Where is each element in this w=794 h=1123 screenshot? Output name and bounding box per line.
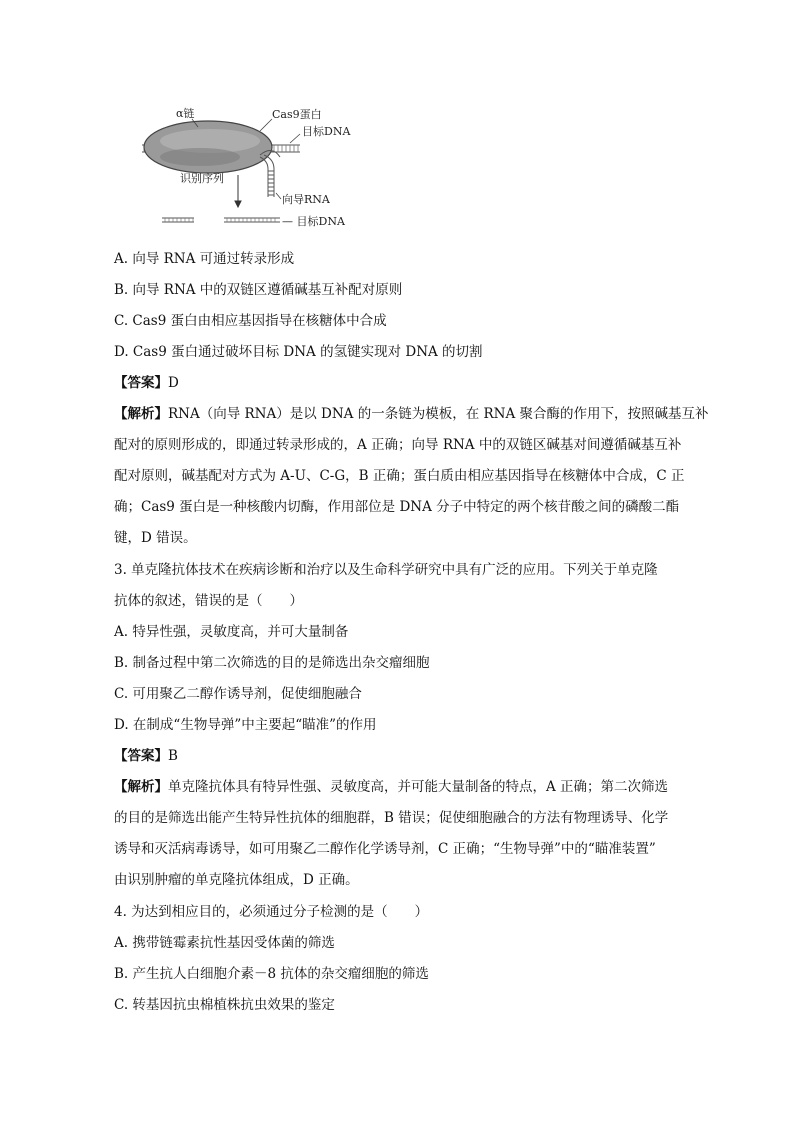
- q3-option-d: D. 在制成“生物导弹”中主要起“瞄准”的作用: [114, 717, 377, 733]
- q2-analysis-text-1: RNA（向导 RNA）是以 DNA 的一条链为模板，在 RNA 聚合酶的作用下，按照碱基互补: [168, 406, 709, 422]
- cas9-diagram-svg: [140, 105, 360, 235]
- q2-answer-value: D: [168, 375, 179, 391]
- q3-analysis-line-3: 诱导和灭活病毒诱导，如可用聚乙二醇作化学诱导剂，C 正确；“生物导弹”中的“瞄准装置”: [114, 841, 656, 857]
- cas9-diagram: [140, 105, 360, 235]
- q3-analysis-line-4: 由识别肿瘤的单克隆抗体组成，D 正确。: [114, 872, 359, 888]
- q3-answer: [114, 747, 178, 765]
- q2-analysis-tag: 【解析】: [114, 406, 168, 422]
- q2-option-d: D. Cas9 蛋白通过破坏目标 DNA 的氢键实现对 DNA 的切割: [114, 344, 483, 360]
- q2-option-a: A. 向导 RNA 可通过转录形成: [114, 251, 295, 267]
- cleavage-arrow: [235, 175, 241, 207]
- label-target-dna-top: 目标DNA: [302, 125, 351, 138]
- q3-stem-line-1: 3. 单克隆抗体技术在疾病诊断和治疗以及生命科学研究中具有广泛的应用。下列关于单克隆: [114, 562, 658, 578]
- q2-option-b: B. 向导 RNA 中的双链区遵循碱基互补配对原则: [114, 282, 403, 298]
- q3-stem-line-2: 抗体的叙述，错误的是（ ）: [114, 593, 303, 609]
- q4-stem: 4. 为达到相应目的，必须通过分子检测的是（ ）: [114, 904, 429, 920]
- q2-analysis-line-4: 确；Cas9 蛋白是一种核酸内切酶，作用部位是 DNA 分子中特定的两个核苷酸之间的磷酸二酯: [114, 499, 680, 515]
- q3-option-a: A. 特异性强，灵敏度高，并可大量制备: [114, 624, 349, 640]
- q4-option-c: C. 转基因抗虫棉植株抗虫效果的鉴定: [114, 997, 335, 1013]
- q2-answer-tag: 【答案】: [114, 375, 168, 391]
- q2-analysis-line-2: 配对的原则形成的，即通过转录形成的，A 正确；向导 RNA 中的双链区碱基对间遵循碱基互补: [114, 437, 682, 453]
- label-target-dna-bottom: — 目标DNA: [282, 215, 345, 228]
- label-alpha-chain: α链: [176, 107, 195, 120]
- target-dna-fragments: [162, 218, 280, 222]
- q2-answer: [114, 374, 179, 392]
- q4-option-b: B. 产生抗人白细胞介素－8 抗体的杂交瘤细胞的筛选: [114, 966, 429, 982]
- q2-analysis-line-1: [114, 405, 709, 423]
- q3-analysis-tag: 【解析】: [114, 779, 168, 795]
- q3-answer-tag: 【答案】: [114, 748, 168, 764]
- label-guide-rna: 向导RNA: [282, 193, 330, 206]
- q3-option-b: B. 制备过程中第二次筛选的目的是筛选出杂交瘤细胞: [114, 655, 430, 671]
- q2-analysis-line-3: 配对原则，碱基配对方式为 A-U、C-G，B 正确；蛋白质由相应基因指导在核糖体中合成，C 正: [114, 468, 685, 484]
- q4-option-a: A. 携带链霉素抗性基因受体菌的筛选: [114, 935, 335, 951]
- q3-analysis-line-2: 的目的是筛选出能产生特异性抗体的细胞群，B 错误；促使细胞融合的方法有物理诱导、化学: [114, 810, 669, 826]
- q2-analysis-line-5: 键，D 错误。: [114, 530, 197, 546]
- q3-option-c: C. 可用聚乙二醇作诱导剂，促使细胞融合: [114, 686, 362, 702]
- q3-answer-value: B: [168, 748, 178, 764]
- q3-analysis-line-1: [114, 778, 668, 796]
- label-cas9-protein: Cas9蛋白: [272, 108, 322, 121]
- label-recognition-sequence: 识别序列: [180, 172, 224, 185]
- q3-analysis-text-1: 单克隆抗体具有特异性强、灵敏度高，并可能大量制备的特点，A 正确；第二次筛选: [168, 779, 669, 795]
- q2-option-c: C. Cas9 蛋白由相应基因指导在核糖体中合成: [114, 313, 387, 329]
